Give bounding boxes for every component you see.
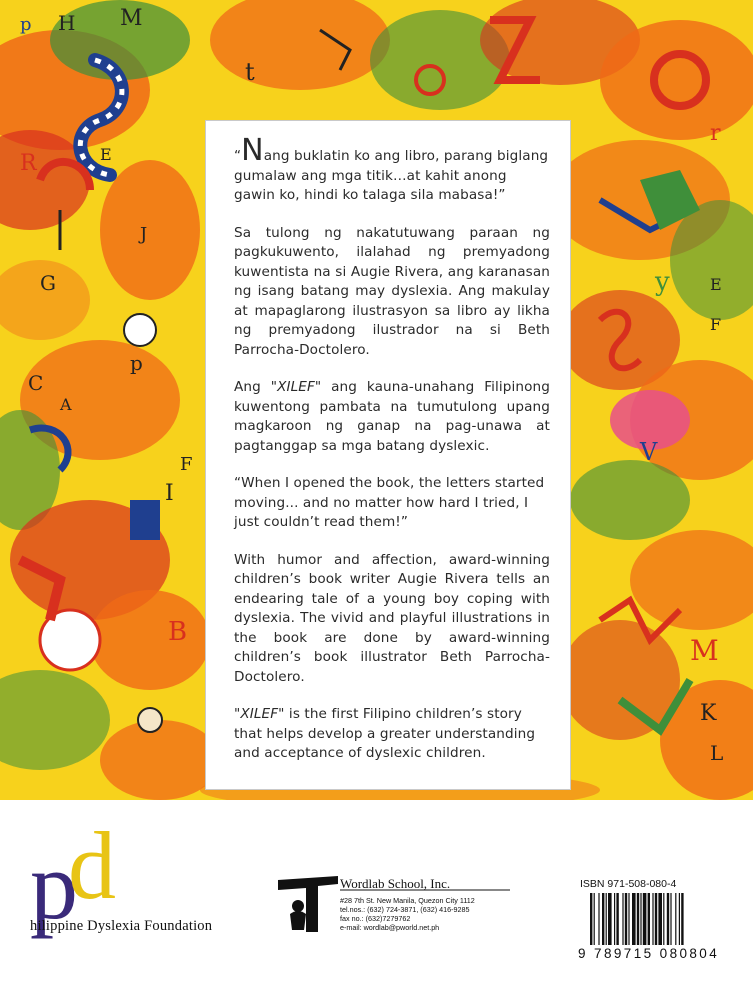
art-letter: V [640,438,658,466]
art-letter: p [20,14,32,35]
barcode-bar [652,893,653,945]
art-letter: E [100,145,112,164]
art-letter: B [168,617,188,647]
barcode-bar [679,893,680,945]
pdf-name: hilippine Dyslexia Foundation [30,918,213,934]
barcode-bar [594,893,595,945]
text-panel [205,120,571,790]
barcode-bar [602,893,604,945]
wordlab-fax: fax no.: (632)7279762 [340,914,411,923]
art-letter: A [60,395,72,414]
isbn-digits: 9 789715 080804 [578,946,720,961]
paragraph-english-2-text: is the first Filipino children’s story that helps develop a greater understanding and acceptance of dyslexic children. [234,706,536,761]
barcode-bar [655,893,657,945]
barcode-bar [606,893,607,945]
paragraph-filipino-1: Sa tulong ng nakatutuwang paraan ng pagkukuwento, ilalahad ng premyadong kuwentista na si Augie Rivera, ang karanasan ng isang batang may dyslexia. Ang makulay at mapaglarong ilustrasyon sa libro ay likha ng premyadong ilustrador na si Beth Parrocha-Doctolero. [234,224,550,358]
barcode-bar [625,893,627,945]
paragraph-filipino-2-prefix: Ang [234,379,271,395]
art-letter: R [20,151,37,176]
quote-filipino [234,133,550,206]
barcode-bar [622,893,623,945]
open-quote: “ [234,148,242,164]
barcode-bar [614,893,615,945]
barcode [590,893,730,945]
barcode-bar [658,893,662,945]
barcode-bar [590,893,592,945]
book-title-filipino: "XILEF" [270,379,322,395]
barcode-bar [663,893,664,945]
barcode-bar [637,893,639,945]
art-letter: M [690,634,719,667]
barcode-bar [675,893,676,945]
art-letter: G [40,271,56,295]
art-letter: K [700,701,717,726]
art-letter: C [28,371,44,395]
barcode-bar [598,893,599,945]
barcode-bar [628,893,629,945]
wordlab-title: Wordlab School, Inc. [340,876,451,891]
art-letter: t [245,58,255,86]
pdf-logo-p: p [30,832,78,939]
barcode-bar [681,893,683,945]
art-letter: F [180,454,193,475]
barcode-bar [670,893,671,945]
art-letter: E [710,275,722,294]
barcode-bar [616,893,618,945]
art-letter: L [710,741,724,765]
wordlab-tel: tel.nos.: (632) 724-3871, (632) 416-9285 [340,905,470,914]
barcode-bar [640,893,641,945]
barcode-bar [667,893,669,945]
art-letter: M [120,6,143,31]
art-letter: y [655,267,670,297]
barcode-bar [643,893,647,945]
paragraph-filipino-2-text: ang kauna-unahang Filipinong kuwentong pambata na tumutulong upang magkaroon ng ganap na pag-unawa at pagtanggap sa mga batang dyslexic. [234,379,550,454]
pdf-logo-d: d [68,828,116,919]
art-letter: p [130,351,143,375]
paragraph-english-2 [234,705,550,764]
wordlab-email: e-mail: wordlab@pworld.net.ph [340,923,440,932]
isbn-label: ISBN 971-508-080-4 [580,878,677,890]
art-letter: H [58,11,76,35]
barcode-bar [608,893,612,945]
art-letter: r [710,121,721,146]
wordlab-figure-icon [278,876,338,932]
barcode-bar [632,893,636,945]
paragraph-filipino-2 [234,378,550,456]
art-letter: F [710,315,722,334]
art-letter: I [165,481,174,506]
art-letter: J [140,224,148,245]
drop-initial: N [241,133,264,168]
barcode-bar [648,893,650,945]
wordlab-address: #28 7th St. New Manila, Quezon City 1112 [340,896,475,905]
book-title-english: "XILEF" [234,706,285,722]
quote-filipino-text: ang buklatin ko ang libro, parang biglang gumalaw ang mga titik…at kahit anong gawin ko, hindi ko talaga sila mabasa!” [234,148,549,203]
paragraph-english-1: With humor and affection, award-winning children’s book writer Augie Rivera tells an endearing tale of a young boy coping with dyslexia. The vivid and playful illustrations in the book are done by award-winning children’s book illustrator Beth Parrocha-Doctolero. [234,551,550,685]
quote-english: “When I opened the book, the letters started moving... and no matter how hard I tried, I just couldn’t read them!” [234,475,545,530]
